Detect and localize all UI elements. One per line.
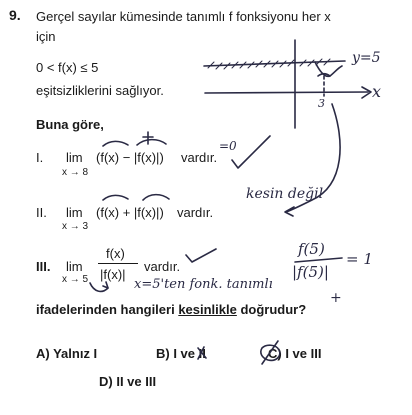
note-i: =0 xyxy=(219,139,237,153)
limit-word: lim xyxy=(66,205,83,220)
graph-x-label: x xyxy=(372,82,382,101)
prompt-emphasis: kesinlikle xyxy=(178,302,237,317)
limit-subscript: x → 5 xyxy=(62,274,89,285)
question-stem-line3: eşitsizliklerini sağlıyor. xyxy=(36,83,164,98)
upper-bound-line xyxy=(204,61,345,66)
statement-tail: vardır. xyxy=(144,259,181,274)
handwritten-fraction-bar xyxy=(295,258,342,262)
fraction-denominator: |f(x)| xyxy=(100,267,126,282)
graph-hatching xyxy=(208,59,330,69)
note-iii: x=5'ten fonk. tanımlı xyxy=(134,277,273,292)
question-stem-line1: Gerçel sayılar kümesinde tanımlı f fonksiyonu her x xyxy=(36,9,331,24)
marker-arc xyxy=(318,74,330,76)
underline-arrow xyxy=(90,283,108,291)
handwritten-numerator: f(5) xyxy=(298,240,325,258)
handwritten-plus: + xyxy=(330,290,342,306)
fraction-bar xyxy=(98,263,138,264)
check-mark xyxy=(186,249,216,262)
limit-subscript: x → 3 xyxy=(62,221,89,232)
inequality: 0 < f(x) ≤ 5 xyxy=(36,60,99,75)
option-a[interactable]: A) Yalnız I xyxy=(36,346,98,361)
question-prompt xyxy=(36,302,306,317)
limit-expression: (f(x) + |f(x)|) xyxy=(96,205,164,220)
statement-tail: vardır. xyxy=(181,150,218,165)
option-c[interactable]: C) I ve III xyxy=(268,346,322,361)
statement-roman: III. xyxy=(36,259,51,274)
limit-word: lim xyxy=(66,259,83,274)
option-d[interactable]: D) II ve III xyxy=(99,374,157,389)
hat-mark xyxy=(143,195,169,200)
x-axis-line xyxy=(205,92,368,93)
statement-tail: vardır. xyxy=(177,205,214,220)
question-stem-line2: için xyxy=(36,29,56,44)
limit-expression: (f(x) − |f(x)|) xyxy=(96,150,164,165)
handwritten-result: = 1 xyxy=(346,250,373,268)
limit-word: lim xyxy=(66,150,83,165)
prompt-before: ifadelerinden hangileri xyxy=(36,302,179,317)
graph-upper-label: y=5 xyxy=(352,50,381,66)
plus-mark xyxy=(143,132,153,144)
graph-curve xyxy=(315,62,342,76)
handwritten-denominator: |f(5)| xyxy=(292,263,329,281)
note-ii: kesin değil xyxy=(246,186,324,202)
connector-arrowhead xyxy=(285,207,294,216)
hat-mark xyxy=(103,195,128,200)
prompt-after: doğrudur? xyxy=(236,302,307,317)
x-axis-arrow xyxy=(362,87,371,98)
fraction-numerator: f(x) xyxy=(106,246,125,261)
option-b[interactable]: B) I ve II xyxy=(156,346,206,361)
underline-arrowhead xyxy=(103,282,108,288)
graph-tick-label: 3 xyxy=(318,97,325,110)
check-mark xyxy=(232,136,270,168)
statement-roman: I. xyxy=(36,150,44,165)
question-number: 9. xyxy=(9,7,21,23)
limit-subscript: x → 8 xyxy=(62,167,89,178)
statement-roman: II. xyxy=(36,205,47,220)
hat-mark xyxy=(103,141,128,146)
lead-text: Buna göre, xyxy=(36,117,104,132)
hat-mark xyxy=(137,140,166,145)
